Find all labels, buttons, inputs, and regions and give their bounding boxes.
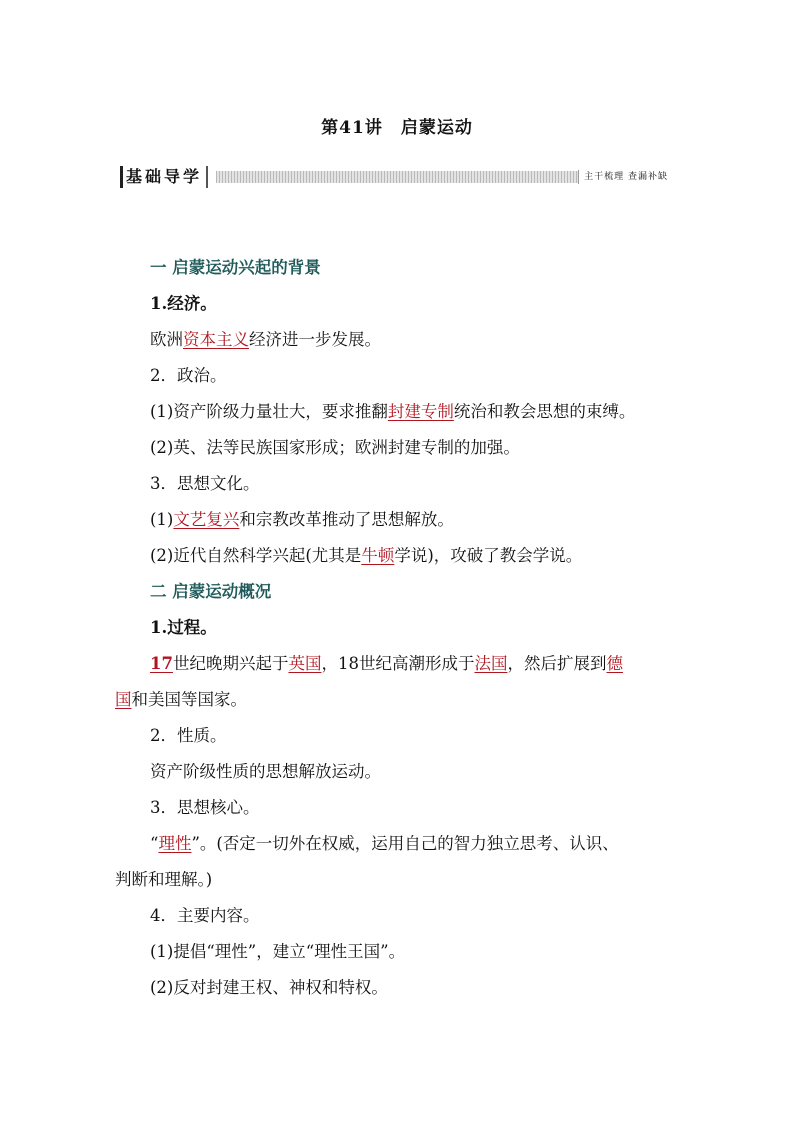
section-heading-overview: 二 启蒙运动概况	[150, 582, 272, 601]
text-span: 统治和教会思想的束缚。	[453, 402, 636, 421]
text-span: “	[150, 834, 159, 853]
item-politics-title: 2．政治。	[150, 366, 227, 385]
banner-tail: 主干梳理 查漏补缺	[578, 170, 673, 184]
answer-reason: 理性	[158, 834, 192, 853]
item-culture-p1	[115, 502, 690, 538]
item-process-title: 1.过程。	[150, 618, 217, 637]
item-content-p1: (1)提倡“理性”，建立“理性王国”。	[150, 942, 406, 961]
answer-renaissance: 文艺复兴	[173, 510, 240, 529]
answer-france: 法国	[474, 654, 508, 673]
item-nature-text: 资产阶级性质的思想解放运动。	[150, 762, 381, 781]
text-span: 和美国等国家。	[131, 690, 247, 709]
item-nature-title: 2．性质。	[150, 726, 227, 745]
text-span: ，然后扩展到	[507, 654, 607, 673]
text-span: ，18世纪高潮形成于	[321, 654, 475, 673]
item-politics-p2: (2)英、法等民族国家形成；欧洲封建专制的加强。	[150, 438, 520, 457]
answer-feudal-autocracy: 封建专制	[387, 402, 454, 421]
text-span: (1)	[150, 510, 174, 529]
banner-label: 基础导学	[120, 166, 208, 188]
item-content-title: 4．主要内容。	[150, 906, 260, 925]
answer-germany-part1: 德	[606, 654, 623, 673]
text-span: 学说)，攻破了教会学说。	[394, 546, 583, 565]
item-culture-p2	[115, 538, 690, 574]
text-span: 经济进一步发展。	[249, 330, 381, 349]
item-process-text-1	[115, 646, 690, 682]
section-banner	[120, 166, 673, 188]
item-politics-p1	[115, 394, 690, 430]
text-span: ”。(否定一切外在权威，运用自己的智力独立思考、认识、	[191, 834, 619, 853]
item-economy-title: 1.经济。	[150, 294, 217, 313]
text-span: (1)资产阶级力量壮大，要求推翻	[150, 402, 388, 421]
answer-england: 英国	[288, 654, 322, 673]
answer-newton: 牛顿	[361, 546, 395, 565]
text-span: 世纪晚期兴起于	[172, 654, 289, 673]
item-process-text-2	[115, 682, 690, 718]
text-span: (2)近代自然科学兴起(尤其是	[150, 546, 362, 565]
answer-capitalism: 资本主义	[183, 330, 249, 349]
item-economy-text	[115, 322, 690, 358]
item-culture-title: 3．思想文化。	[150, 474, 260, 493]
item-core-text-2: 判断和理解。)	[115, 870, 213, 889]
page-title: 第41讲 启蒙运动	[321, 118, 473, 138]
text-span: 欧洲	[150, 330, 183, 349]
answer-17: 17	[150, 654, 173, 673]
section-heading-background: 一 启蒙运动兴起的背景	[150, 258, 321, 277]
item-core-title: 3．思想核心。	[150, 798, 260, 817]
answer-germany-part2: 国	[115, 690, 132, 709]
text-span: 和宗教改革推动了思想解放。	[239, 510, 454, 529]
item-core-text-1	[115, 826, 690, 862]
content-body	[115, 250, 690, 1006]
item-content-p2: (2)反对封建王权、神权和特权。	[150, 978, 388, 997]
